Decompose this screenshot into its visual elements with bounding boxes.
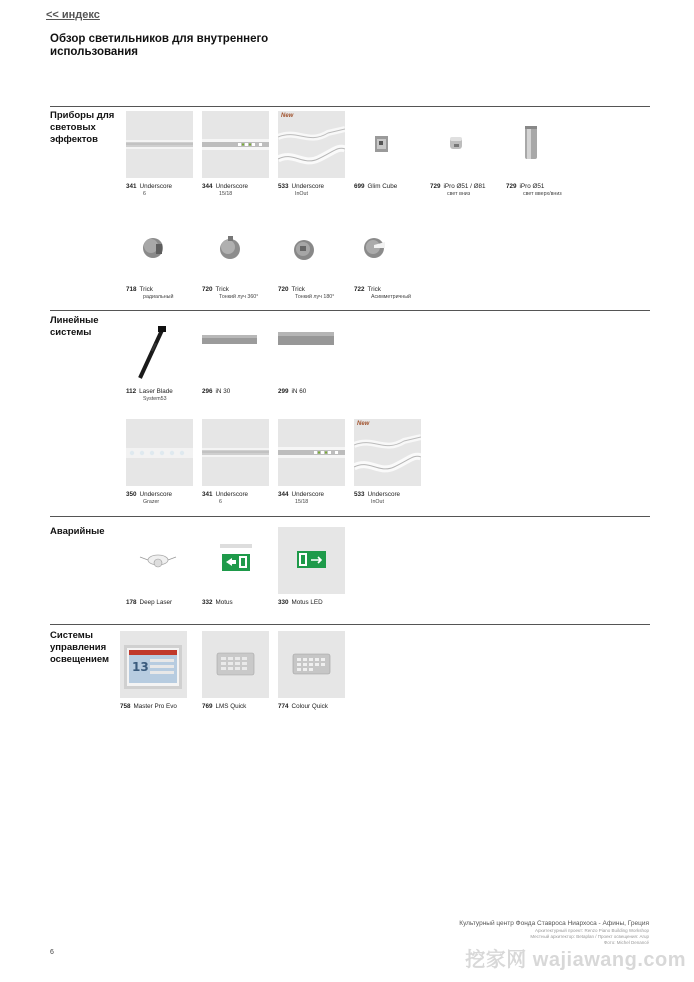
back-to-index-link[interactable]: << индекс (46, 9, 100, 21)
product-344-underscore[interactable] (202, 111, 272, 198)
product-722-trick-asym[interactable] (354, 214, 424, 301)
project-title: Культурный центр Фонда Ставроса Ниархоса - Афины, Греция (459, 920, 649, 927)
product-350-underscore-grazer[interactable] (126, 419, 196, 506)
product-caption: 769 LMS Quick (202, 703, 247, 710)
product-caption: 720 Trick Тонкий луч 360° (202, 286, 259, 300)
new-badge: New (357, 421, 370, 427)
section-title-effects: Приборы для световых эффектов (50, 110, 115, 145)
product-caption: 296 iN 30 (202, 388, 231, 395)
product-caption: 699 Glim Cube (354, 183, 398, 190)
product-332-motus[interactable] (202, 527, 272, 607)
product-caption: 344 Underscore 15/18 (278, 491, 325, 505)
cylinder-downlight-icon (430, 111, 497, 178)
product-533-underscore[interactable] (354, 419, 424, 506)
product-699-glim-cube[interactable] (354, 111, 424, 191)
keypad-icon (202, 631, 269, 698)
trick-radial-icon (126, 214, 193, 281)
cylinder-updown-icon (506, 111, 573, 178)
product-178-deep-laser[interactable] (126, 527, 196, 607)
keypad-icon (278, 631, 345, 698)
architect-credit: Архитектурный проект: Renzo Piano Building Workshop (534, 928, 649, 933)
product-112-laser-blade[interactable] (126, 316, 196, 403)
product-caption: 299 iN 60 (278, 388, 307, 395)
product-769-lms-quick[interactable] (202, 631, 272, 711)
product-caption: 533 Underscore InOut (278, 183, 325, 197)
product-774-colour-quick[interactable] (278, 631, 348, 711)
product-caption: 344 Underscore 15/18 (202, 183, 249, 197)
recessed-spot-icon (126, 527, 193, 594)
product-344-underscore[interactable] (278, 419, 348, 506)
product-caption: 341 Underscore 6 (202, 491, 249, 505)
page-title: Обзор светильников для внутреннего использования (50, 33, 269, 58)
cube-luminaire-icon (354, 111, 421, 178)
underscore-led-profile-icon (202, 111, 269, 178)
watermark: 挖家网 wajiawang.com (465, 949, 686, 971)
section-title-emergency: Аварийные (50, 526, 105, 537)
section-divider (50, 624, 650, 625)
product-296-in30[interactable] (202, 316, 272, 396)
trick-180-icon (278, 214, 345, 281)
product-caption: 350 Underscore Grazer (126, 491, 173, 505)
underscore-profile-icon (202, 419, 269, 486)
product-caption: 758 Master Pro Evo (120, 703, 177, 710)
linear-bar-icon (278, 316, 345, 383)
linear-bar-icon (202, 316, 269, 383)
product-caption: 332 Motus (202, 599, 233, 606)
section-divider (50, 310, 650, 311)
grazer-led-icon (126, 419, 193, 486)
product-718-trick[interactable] (126, 214, 196, 301)
product-729-ipro-updown[interactable] (506, 111, 576, 198)
product-caption: 720 Trick Тонкий луч 180° (278, 286, 335, 300)
exit-sign-led-icon (278, 527, 345, 594)
underscore-led-profile-icon (278, 419, 345, 486)
product-720-trick-360[interactable] (202, 214, 272, 301)
underscore-profile-icon (126, 111, 193, 178)
product-758-master-pro-evo[interactable] (120, 631, 190, 711)
product-caption: 718 Trick радиальный (126, 286, 174, 300)
section-title-linear: Линейные системы (50, 315, 99, 338)
product-533-underscore[interactable] (278, 111, 348, 198)
product-caption: 533 Underscore InOut (354, 491, 401, 505)
flexible-strip-icon (278, 111, 345, 178)
product-caption: 729 iPro Ø51 свет вверх/вниз (506, 183, 562, 197)
new-badge: New (281, 113, 294, 119)
product-caption: 112 Laser Blade System53 (126, 388, 173, 402)
product-330-motus-led[interactable] (278, 527, 348, 607)
product-caption: 774 Colour Quick (278, 703, 328, 710)
flexible-strip-icon (354, 419, 421, 486)
product-caption: 178 Deep Laser (126, 599, 173, 606)
product-341-underscore[interactable] (202, 419, 272, 506)
product-729-ipro-down[interactable] (430, 111, 500, 198)
section-title-control: Системы управления освещением (50, 630, 110, 665)
svg-text:13: 13 (132, 660, 149, 674)
section-divider (50, 106, 650, 107)
product-720-trick-180[interactable] (278, 214, 348, 301)
product-341-underscore[interactable] (126, 111, 196, 198)
page-number: 6 (50, 949, 54, 956)
lighting-credit: Местный архитектор: Betaplan / Проект освещения: Arup (530, 934, 649, 939)
touch-panel-icon (120, 631, 187, 698)
product-299-in60[interactable] (278, 316, 348, 396)
trick-asymmetric-icon (354, 214, 421, 281)
trick-360-icon (202, 214, 269, 281)
product-caption: 729 iPro Ø51 / Ø81 свет вниз (430, 183, 486, 197)
track-system-icon (126, 316, 193, 383)
product-caption: 330 Motus LED (278, 599, 323, 606)
product-caption: 341 Underscore 6 (126, 183, 173, 197)
photo-credit: Фото: Michel Denancé (603, 940, 649, 945)
exit-sign-icon (202, 527, 269, 594)
section-divider (50, 516, 650, 517)
product-caption: 722 Trick Асимметричный (354, 286, 411, 300)
